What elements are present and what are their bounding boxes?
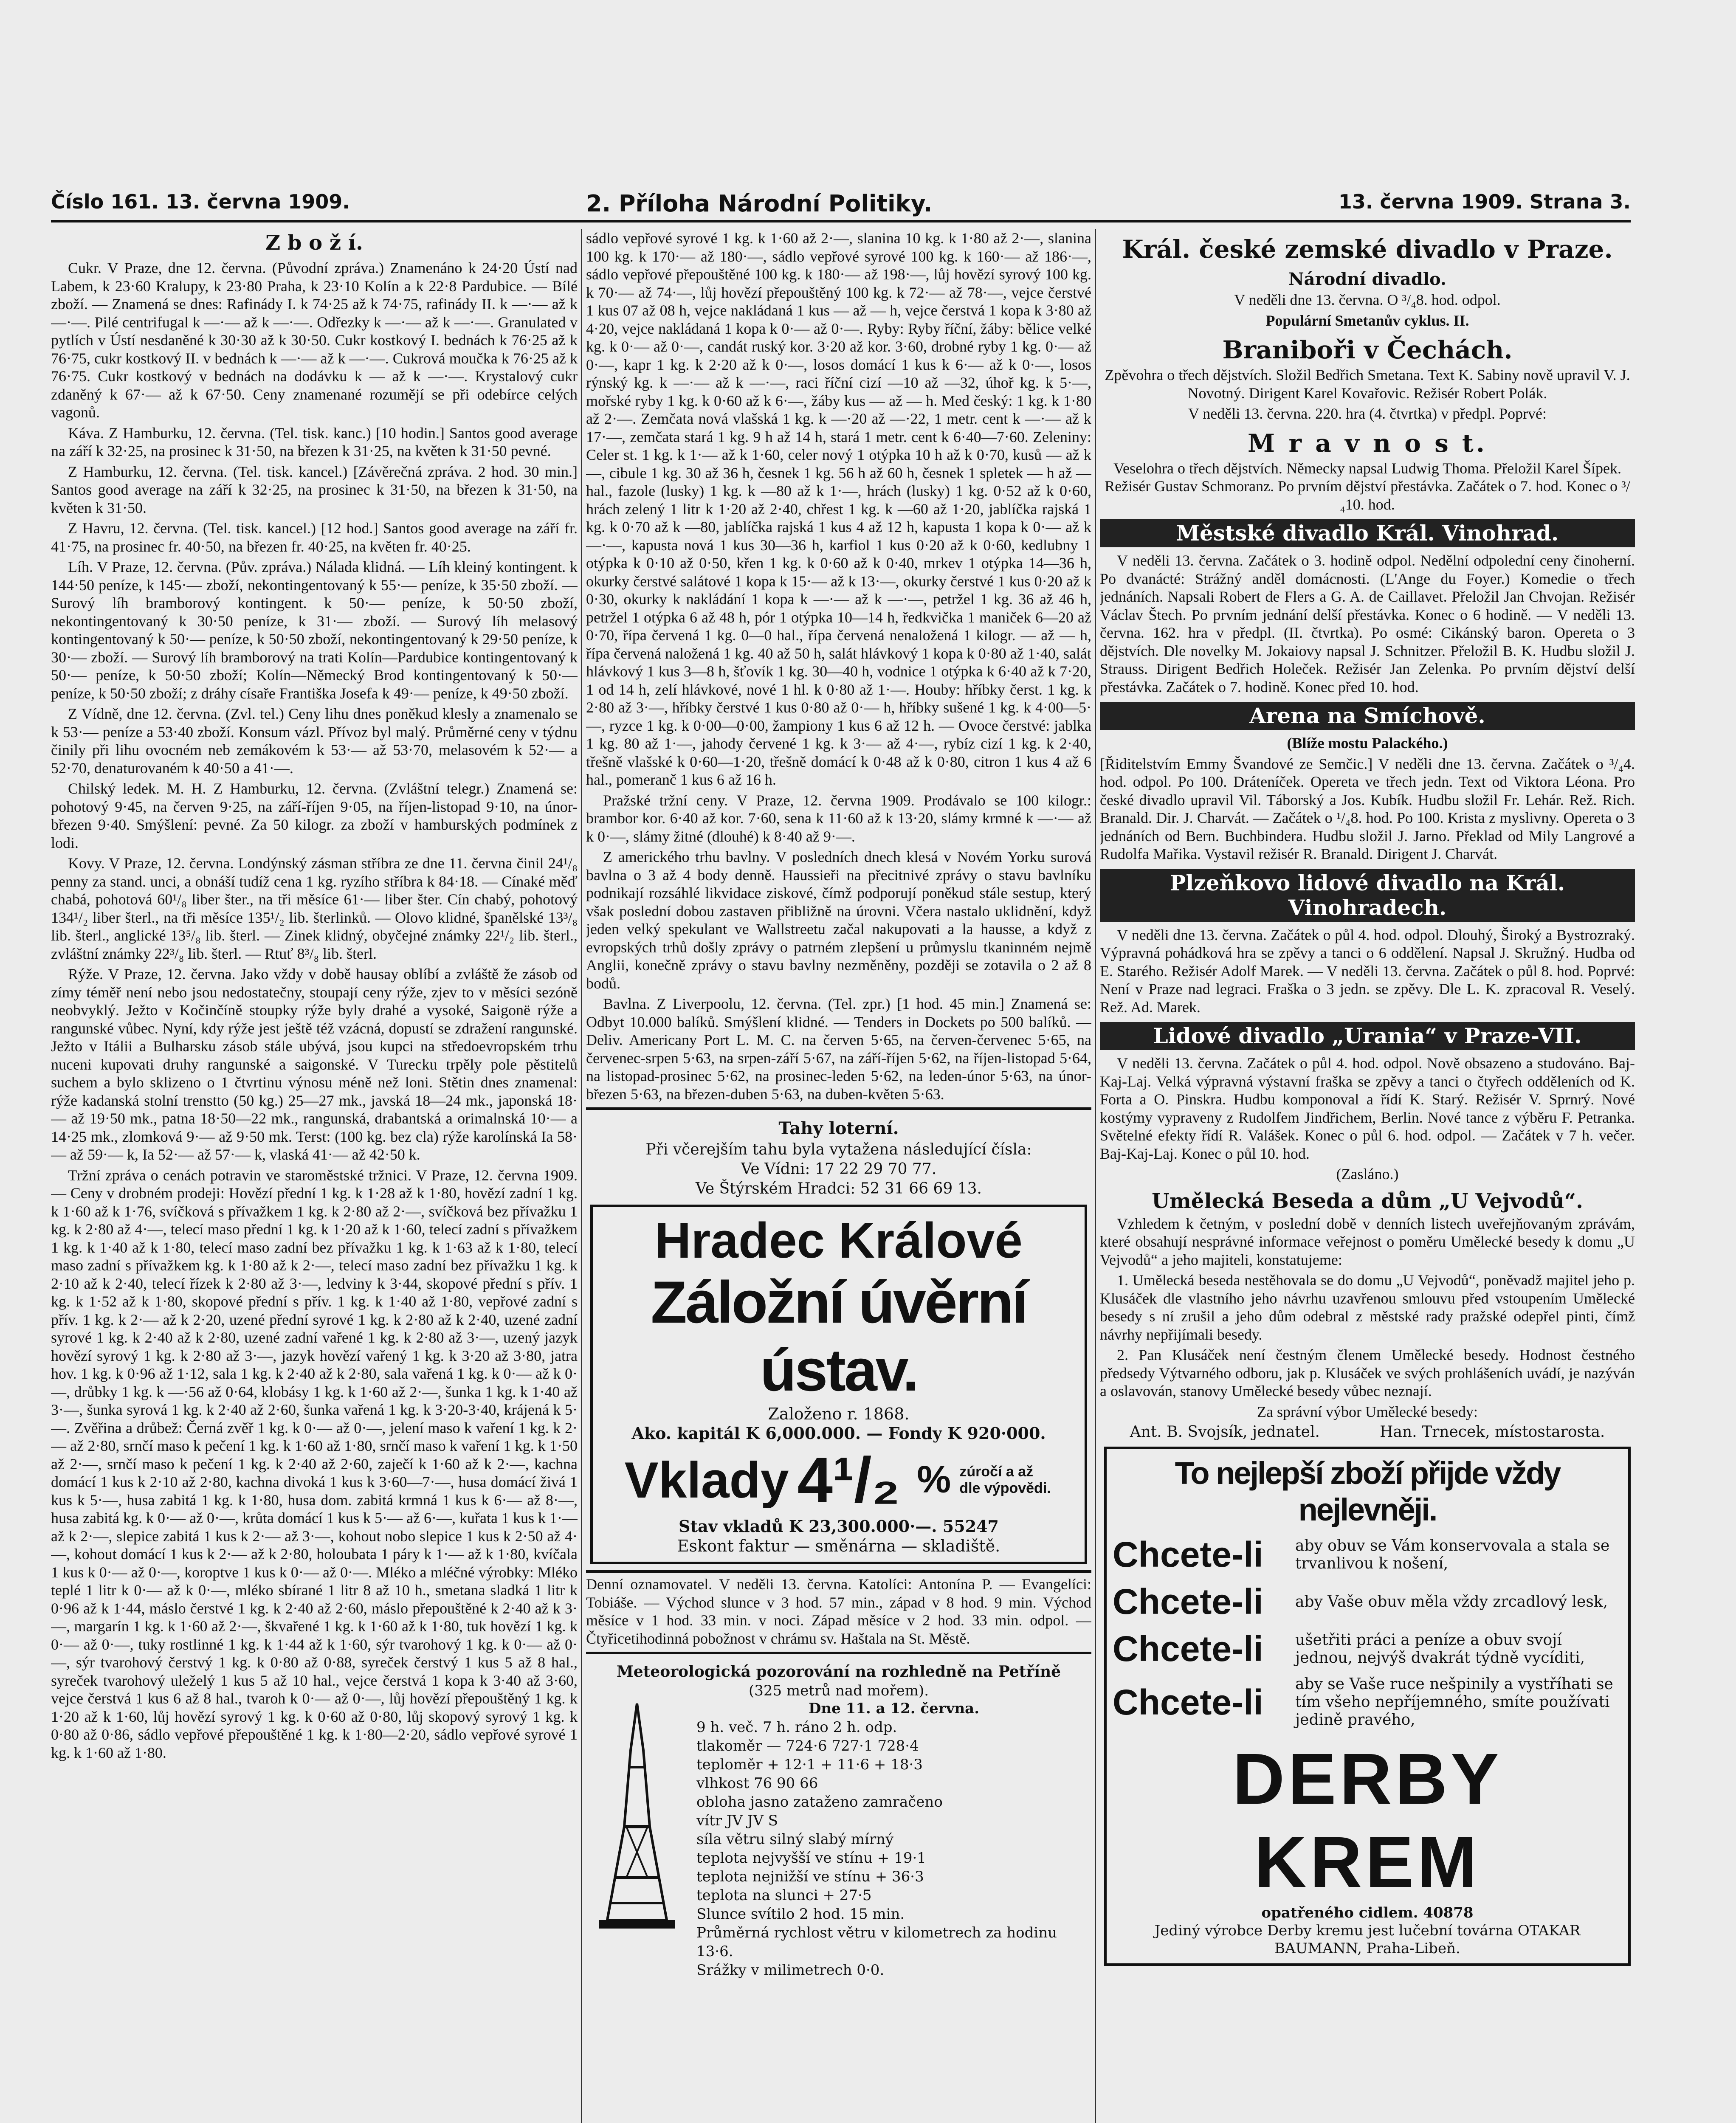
ad-deposits-label: Vklady	[624, 1451, 789, 1509]
theatre-program: V neděli 13. června. Začátek o půl 4. hod. odpol. Nově obsazeno a studováno. Baj-Kaj-Laj. Velká výpravná výstavní fraška se zpěvy a tanci o čtyřech odděleních od K. Forta a O. Pinskra. Hudbu komponoval a řídí K. Starý. Režisér V. Sprnrý. Nové kostýmy vypraveny z Rudolfem Jindřichem, Berlin. Nové tance z výběru F. Petranka. Světelné efekty řídí R. Valášek. Konec o půl 6. hod. odpol. — Začátek v 7 h. večer. Baj-Kaj-Laj. Konec o půl 10. hod.	[1100, 1055, 1635, 1162]
play-title: Braniboři v Čechách.	[1222, 335, 1513, 364]
notice-title: Umělecká Beseda a dům „U Vejvodů“.	[1152, 1189, 1583, 1213]
column-theatres	[1100, 229, 1635, 2123]
article-paragraph: Pražské tržní ceny. V Praze, 12. června 1909. Prodávalo se 100 kilogr.: brambor kor. 6·40 až kor. 7·60, sena k 11·60 až k 13·20, slámy krmné k —·— až k 0·—, slámy žitné (dlouhé) k 8·40 až 9·—.	[586, 791, 1091, 845]
ad-prompt: Chcete-li	[1113, 1682, 1263, 1722]
theatre-program: V neděli dne 13. června. Začátek o půl 4. hod. odpol. Dlouhý, Široký a Bystrozraký. Výpravná pohádková hra se zpěvy a tanci o 6 oddělení. Napsal J. Skružný. Hudba od E. Starého. Režisér Adolf Marek. — V neděli 13. června. Začátek o půl 8. hod. Poprvé: Není v Praze nad legraci. Fraška o 3 jedn. se zpěvy. Dle L. K. zpracoval R. Veselý. Rež. Ad. Marek.	[1100, 926, 1635, 1016]
weather-line: vítr JV JV S	[696, 1812, 778, 1829]
notice-paragraph: Vzhledem k četným, v poslední době v denních listech uveřejňovaným zprávám, které obsahují nesprávné informace veřejnost o poměru Umělecké besedy k domu „U Vejvodů“ a jeho majiteli, konstatujeme:	[1100, 1215, 1635, 1268]
ad-deposits	[599, 1443, 1079, 1517]
column-markets	[586, 229, 1091, 2123]
ad-interest-rate: 4¹/₂	[797, 1444, 900, 1515]
article-paragraph: sádlo vepřové syrové 1 kg. k 1·60 až 2·—, slanina 10 kg. k 1·80 až 2·—, slanina 100 kg. k 170·— až 180·—, sádlo vepřové syrové 100 kg. k 160·— až 186·—, sádlo vepřové přepouštěné 100 kg. k 180·— až 198·—, lůj hovězí syrový 100 kg. k 70·— až 74·—, lůj hovězí přepouštěný 100 kg. k 72·— až 78·—, vejce čerstvé 1 kus 07 až 08 h, vejce nakládaná 1 kus — až — h, vejce čerstvá 1 kopa k 3·80 až 4·20, vejce nakládaná 1 kopa k 0·— až 0·—. Ryby: Ryby říční, žáby: bělice velké kg. k 0·— až 0·—, candát ruský kor. 3·20 až kor. 3·60, drobné ryby 1 kg. 0·— až 0·—, kapr 1 kg. k 2·20 až k 0·—, losos domácí 1 kus k 6·— až k 0·—, losos rýnský kg. k —·— až k —·—, raci říční cizí —10 až —32, úhoř kg. k 5·—, mořské ryby 1 kg. k 0·60 až k 6·—, žáby kus — až — h. Med český: 1 kg. k 1·80 až 2·—. Zemčata nová vlašská 1 kg. k —·20 až —·22, 1 metr. cent k —·— až k 17·—, zemčata stará 1 kg. 9 h až 14 h, stará 1 metr. cent k 6·40—7·60. Zeleniny: Celer st. 1 kg. k 1·— až k 1·60, celer nový 1 otýpka 10 h až k 0·70, kusů — až k —, cibule 1 kg. 30 až 36 h, česnek 1 kg. 56 h až 60 h, česnek 1 spletek — h až — hal., fazole (lusky) 1 kg. k —80 až k 1·—, hrách (lusky) 1 kg. 0·52 až k 0·60, hrách zelený 1 litr k 1·20 až 2·40, chřest 1 kg. k —60 až 1·20, jablíčka rajská 1 kg. k 0·70 až k —80, jablíčka rajská 1 kus 4 až 12 h, kapusta 1 kopa k 0·— až k —·—, kapusta nová 1 kus 30—36 h, karfiol 1 kus 0·20 až k 0·60, kedlubny 1 otýpka k 0·10 až 0·50, křen 1 kg. k 0·60 až k 0·40, mrkev 1 otýpka 14—36 h, okurky čerstvé salátové 1 kopa k 15·— až k 13·—, okurky čerstvé 1 kus 0·20 až k 0·30, okurky k nakládání 1 kopa k —·— až k —·—, petržel 1 kg. 36 až 46 h, petržel 1 otýpka 6 až 48 h, pór 1 otýpka 10—14 h, ředkvička 1 maniček 6—20 až 0·70, řípa červená 1 kg. 0—0 hal., řípa červená nenaložená 1 kilogr. — až — h, řípa červená naložená 1 kg. 40 až 50 h, salát hlávkový 1 kopa k 0·80 až 1·40, salát hlávkový 1 kus 3—8 h, šťovík 1 kg. 30—40 h, vodnice 1 otýpka k 6·40 až k 7·20, 1 od 14 h, zelí hlávkové, nové 1 hl. k 0·80 až 1·—. Houby: hříbky čerst. 1 kg. k 2·80 až 3·—, hříbky čerstvé 1 kus 0·80 až 0·— h, hříbky sušené 1 kg. k 4·00—5·—, ryzce 1 kg. k 0·00—0·00, žampiony 1 kus 6 až 12 h. — Ovoce čerstvé: jablka 1 kg. 80 až 1·—, jahody červené 1 kg. k 3·— až 4·—, rybíz cizí 1 kg. k 2·40, třešně vlašské k 0·60—1·20, třešně domácí k 0·48 až k 0·80, citron 1 kus 4 až 6 hal., pomeranč 1 kus 6 až 16 h.	[586, 230, 1091, 788]
article-paragraph: Chilský ledek. M. H. Z Hamburku, 12. června. (Zvláštní telegr.) Znamená se: pohotový 9·45, na červen 9·25, na září-říjen 9·05, na říjen-listopad 9·10, na únor-březen 9·40. Smýšlení: pevné. Za 50 kilogr. za zboží v hamburských podmínek z lodi.	[51, 780, 578, 851]
article-paragraph: Z amerického trhu bavlny. V posledních dnech klesá v Novém Yorku surová bavlna o 3 až 4 body denně. Haussieři na přecitnivé zprávy o stavu bavlníku podnikají rozsáhlé likvidace ziskové, čímž podporují poněkud stále sestup, který však poslední dobou zastaven přibližně na úrovni. Včera nastalo uklidnění, když jeden velký spekulant ve Wallstreetu začal nakupovati a la hausse, a když z evropských trhů došly zprávy o patrném zlepšení u průmyslu tkaninném nejmě Anglii, konečně zprávy o stavu bavlny nezměněny, později se zotavila o 2 až 8 bodů.	[586, 848, 1091, 992]
weather-title: Meteorologická pozorování na rozhledně na Petříně	[616, 1663, 1061, 1681]
weather-line: 9 h. več. 7 h. ráno 2 h. odp.	[696, 1719, 897, 1736]
article-paragraph: Líh. V Praze, 12. června. (Pův. zpráva.) Nálada klidná. — Líh kleiný kontingent. k 144·50 peníze, k 145·— zboží, nekontingentovaný k 55·— peníze, k 35·50 zboží. — Surový líh bramborový kontingent. k 50·— peníze, k 50·50 zboží, nekontingentovaný k 30·50 peníze, k 31·— zboží. — Surový líh melasový kontingentovaný k 50·— peníze, k 50·50 zboží, nekontingentovaný k 29·50 peníze, k 30·— zboží. — Surový líh bramborový na trati Kolín—Pardubice kontingentovaný k 50·— peníze, k 50·50 zboží; Kolín—Německý Brod kontingentovaný k 50·— peníze, k 50·50 zboží; z dráhy císaře Františka Josefa k 49·— peníze, k 49·50 zboží.	[51, 558, 578, 702]
weather-line: Průměrná rychlost větru v kilometrech za hodinu 13·6.	[696, 1924, 1057, 1960]
ad-bank-name: Záložní úvěrní ústav.	[651, 1269, 1027, 1403]
column-commodities	[51, 229, 578, 2123]
article-paragraph: Z Vídně, dne 12. června. (Zvl. tel.) Ceny lihu dnes poněkud klesly a znamenalo se k 53·— peníze a 53·40 zboží. Konsum vázl. Přívoz byl malý. Průměrné ceny v týdnu činily při lihu ovocném neb zemákovém k 53·— až 53·70, melasovém k 52·— a 52·70, denaturovaném k 40·50 a 41·—.	[51, 705, 578, 777]
play-date: V neděli 13. června. 220. hra (4. čtvrtka) v předpl. Poprvé:	[1188, 405, 1547, 422]
signature-vice-chair: Han. Trnecek, místostarosta.	[1380, 1423, 1605, 1441]
weather-line: síla větru silný slabý mírný	[696, 1831, 894, 1848]
column-rule	[1095, 229, 1096, 2123]
sent-note: (Zasláno.)	[1336, 1166, 1399, 1183]
play-info: Zpěvohra o třech dějstvích. Složil Bedřich Smetana. Text K. Sabiny nově upravil V. J. Novotný. Dirigent Karel Kovařovic. Režisér Robert Polák.	[1105, 366, 1630, 402]
weather-readings	[696, 1699, 1091, 1979]
notice-signatures	[1100, 1423, 1635, 1441]
ad-product-name: DERBY KREM	[1232, 1739, 1502, 1903]
ad-prompt: Chcete-li	[1113, 1582, 1263, 1622]
ad-interest-note: zúročí a až dle výpovědi.	[959, 1463, 1051, 1496]
theatre-title: Lidové divadlo „Urania“ v Praze-VII.	[1100, 1022, 1635, 1050]
lottery-title: Tahy loterní.	[778, 1118, 899, 1138]
ad-prompt: Chcete-li	[1113, 1629, 1263, 1669]
ad-manufacturer: Jediný výrobce Derby kremu jest lučební továrna OTAKAR BAUMANN, Praha-Libeň.	[1154, 1922, 1581, 1957]
ad-benefit: aby se Vaše ruce nešpinily a vystříhati se tím všeho nepříjemného, smíte používati jedině pravého,	[1295, 1675, 1613, 1729]
theatre-title: Král. české zemské divadlo v Praze.	[1122, 235, 1613, 264]
derby-cream-advertisement	[1104, 1447, 1631, 1966]
weather-line: teplota nejnižší ve stínu + 36·3	[696, 1868, 924, 1885]
article-paragraph: Rýže. V Praze, 12. června. Jako vždy v době hausay oblíbí a zvláště že zásob od zímy téměř není nebo jsou nedostatečny, stoupají ceny rýže, zjev to v měsíci sezóně neobvyklý. Ježto v Kočinčíně stoupky rýže byly drahé a vysoké, Saigonë rýže a rangunské vůbec. Nyní, kdy rýže jest ještě též vzácná, dopustí se zdražení rangunské. Ježto v Itálii a Bulharsku zásob stále ubývá, jsou kupci na středoevropském trhu nuceni kupovati druhy rangunské a saigonské. V Turecku trpěly pole pěstitelů suchem a bylo sklizeno o 1 čtvrtinu výnosu méně než loni. Stětin dnes znamenal: rýže kadanská stolní trenstto (50 kg.) 25—27 mk., javská 18—24 mk., japonská 18·— až 19·50 mk., patna 18·50—22 mk., rangunská, drabantská a orimalnská 10·— a 14·25 mk., zlomková 9·— až 9·50 mk. Terst: (100 kg. bez cla) rýže karolínská Ia 58·— až 59·— k, Ia 52·— až 57·— k, vlaská 41·— až 42·50 k.	[51, 966, 578, 1163]
theatre-title: Městské divadlo Král. Vinohrad.	[1100, 519, 1635, 547]
bank-advertisement	[590, 1205, 1087, 1564]
article-paragraph: Z Havru, 12. června. (Tel. tisk. kancel.) [12 hod.] Santos good average na září fr. 41·75, na prosinec fr. 40·50, na březen fr. 40·25, na květen fr. 40·25.	[51, 520, 578, 555]
weather-line: tlakoměr — 724·6 727·1 728·4	[696, 1737, 919, 1754]
weather-date: Dne 11. a 12. června.	[808, 1700, 980, 1717]
lottery-section	[586, 1107, 1091, 1199]
lottery-intro: Při včerejším tahu byla vytažena následující čísla:	[645, 1141, 1032, 1158]
weather-section	[586, 1652, 1091, 1979]
weather-line: teplota na slunci + 27·5	[696, 1887, 872, 1904]
column-rule	[581, 229, 582, 2123]
theatre-cycle: Populární Smetanův cyklus. II.	[1265, 312, 1469, 329]
play-info: Veselohra o třech dějstvích. Německy napsal Ludwig Thoma. Přeložil Karel Šípek. Režisér Gustav Schmoranz. Po prvním dějství přestávka. Začátek o 7. hod. Konec o ³/₄10. hod.	[1105, 459, 1630, 513]
theatre-subtitle: Národní divadlo.	[1288, 269, 1446, 289]
daily-notices	[586, 1570, 1091, 1647]
theatre-date: V neděli dne 13. června. O ³/₄8. hod. odpol.	[1234, 291, 1501, 308]
ad-deposit-state: Stav vkladů K 23,300.000·—. 55247	[679, 1517, 999, 1536]
daily-notice-text: Denní oznamovatel. V neděli 13. června. Katolíci: Antonína P. — Evangelíci: Tobiáše. — Východ slunce v 3 hod. 57 min., západ v 8 hod. 9 min. Východ měsíce v 1 hod. 33 min. v noci. Západ měsíce v 2 hod. 33 min. odpol. — Čtyřicetihodinná pobožnost v chrámu sv. Haštala na St. Městě.	[586, 1576, 1091, 1647]
theatre-program: V neděli 13. června. Začátek o 3. hodině odpol. Nedělní odpolední ceny činoherní. Po dvanácté: Strážný anděl domácnosti. (L'Ange du Foyer.) Komedie o třech jednáních. Napsali Robert de Flers a G. A. de Caillavet. Přeložil Jan Chvojan. Režisér Václav Štech. Po prvním jednání delší přestávka. Konec o 6 hodině. — V neděli 13. června. 162. hra v předpl. (II. čtvrtka). Po osmé: Cikánský baron. Opereta o 3 dějstvích. Dle novelky M. Jokaiovy napsal J. Schnitzer. Přeložil B. K. Hudbu složil J. Strauss. Dirigent Bedřich Holeček. Režisér Jan Zelenka. Po prvním dějství delší přestávka. Začátek o 7. hodině. Konec před 10. hod.	[1100, 552, 1635, 695]
weather-subtitle: (325 metrů nad mořem).	[748, 1682, 929, 1699]
weather-line: teploměr + 12·1 + 11·6 + 18·3	[696, 1756, 923, 1773]
ad-benefit: aby obuv se Vám konservovala a stala se trvanlivou k nošení,	[1295, 1537, 1610, 1572]
theatre-title: Plzeňkovo lidové divadlo na Král. Vinohradech.	[1100, 869, 1635, 922]
ad-founded: Založeno r. 1868.	[768, 1405, 910, 1423]
ad-capital: Ako. kapitál K 6,000.000. — Fondy K 920·000.	[631, 1424, 1046, 1443]
notice-paragraph: 1. Umělecká beseda nestěhovala se do domu „U Vejvodů“, poněvadž majitel jeho p. Klusáček dle vlastního jeho návrhu uzavřenou smlouvu před vstoupením Umělecké besedy s ní zrušil a jeho dům odebral z městské rady pražské odepřel pinti, čímž návrhy nepřijímali besedy.	[1100, 1272, 1635, 1343]
lottery-vienna: Ve Vídni: 17 22 29 70 77.	[741, 1160, 937, 1178]
play-title: M r a v n o s t.	[1248, 428, 1487, 458]
article-paragraph: Tržní zpráva o cenách potravin ve staroměstské tržnici. V Praze, 12. června 1909. — Ceny v drobném prodeji: Hovězí přední 1 kg. k 1·28 až k 1·80, hovězí zadní 1 kg. k 1·60 až k 1·76, svíčková s přívažkem 1 kg. k 2·80 až 2·—, svíčková bez přívažku 1 kg. k 2·80 až 4·—, telecí maso přední 1 kg. k 1·20 až k 1·60, telecí zadní s přívažkem 1 kg. k 1·40 až k 1·80, telecí maso zadní bez přívažku 1 kg. k 1·63 až k 1·80, telecí maso zadní s přívažkem kg. k 1·80 až k 2·—, telecí maso zadní bez přívažku 1 kg. k 2·10 až k 2·40, telecí řízek k 2·80 až 3·—, ledviny k 3·44, skopové přední s přív. 1 kg. k 1·52 až k 1·80, skopové přední s přív. 1 kg. k 1·40 až 1·80, vepřové zadní s přív. 1 kg. k 2·— až k 2·20, uzené přední syrové 1 kg. k 2·80 až k 2·40, uzené zadní syrové 1 kg. k 2·40 až k 2·80, uzené zadní vařené 1 kg. k 2·80 až 3·—, uzený jazyk hovězí syrový 1 kg. k 2·80 až 3·—, jazyk hovězí vařený 1 kg. k 3·20 až 3·80, jatra hov. 1 kg. k 0·96 až 1·12, sala 1 kg. k 2·40 až k 2·80, sala vařená 1 kg. k 0·— až k 0·—, drůbky 1 kg. k —·56 až 0·64, klobásy 1 kg. k 1·60 až 2·—, šunka 1 kg. k 1·40 až 3·—, šunka syrová 1 kg. k 2·40 až 2·60, šunka vařená 1 kg. k 3·20-3·40, krájená k 5·—. Zvěřina a drůbež: Černá zvěř 1 kg. k 0·— až 0·—, jelení maso k vaření 1 kg. k 2·— až 2·80, srnčí maso k pečení 1 kg. k 1·60 až 1·80, srnčí maso k vaření 1 kg. k 1·50 až 2·—, srnčí maso k pečení 1 kg. k 2·40 až 2·60, zaječí k 1·60 až k 2·—, kachna domácí 1 kus k 2·10 až 2·80, kachna divoká 1 kus k 3·60—7·—, husa domácí živá 1 kus k 5·—, husa zabitá 1 kg. k 1·80, husa dom. zabitá krmná 1 kus k 6·— až 8·—, husa zabitá kg. k 0·— až 0·—, krůta domácí 1 kus k 5·— až 6·—, kuřata 1 kus k 1·— až k 2·—, slepice zabitá 1 kus k 2·— až 3·—, kohout nobo slepice 1 kus k 2·50 až 4·—, kohout domácí 1 kus k 2·— až k 2·80, holoubata 1 páry k 1·— až k 1·80, kvíčala 1 kus k 0·— až 0·—, koroptve 1 kus k 0·— až 0·—. Mléko a mléčné výrobky: Mléko teplé 1 litr k 0·— až k 0·—, mléko sbírané 1 litr 8 až 10 h., smetana sladká 1 litr k 0·96 až k 1·44, máslo čerstvé 1 kg. k 2·40 až 2·60, máslo přepouštěné k 2·40 až k 3·—, margarín 1 kg. k 1·60 až 2·—, škvařené 1 kg. k 1·60 až k 1·80, tuk hovězí 1 kg. k 0·— až 0·—, tuky rostlinné 1 kg. k 1·44 až k 1·60, sýr tvarohový 1 kg. k 0·— až 0·—, sýr tvarohový čerstvý 1 kg. k 0·80 až 0·88, syreček čerstvý 1 kus 5 až 8 hal., syreček tvarohový uleželý 1 kus 5 až 10 hal., vejce čerstvá 1 kopa k 3·40 až 3·60, vejce čerstvá 1 kus 6 až 8 hal., tvaroh k 0·— až 0·—, lůj hovězí přepouštěný 1 kg. k 1·20 až k 1·60, lůj hovězí syrový 1 kg. k 0·60 až 0·80, lůj skopový syrový 1 kg. k 0·80 až 0·86, sádlo vepřové přepouštěné 1 kg. k 1·80—2·20, sádlo vepřové syrové 1 kg. k 1·60 až 1·80.	[51, 1166, 578, 1761]
issue-number: Číslo 161. 13. června 1909.	[51, 190, 350, 213]
ad-benefit: ušetřiti práci a peníze a obuv svojí jednou, nejvýš dvakrát týdně vycíditi,	[1295, 1631, 1585, 1667]
notice-signoff: Za správní výbor Umělecké besedy:	[1257, 1403, 1478, 1420]
article-paragraph: Kovy. V Praze, 12. června. Londýnský zásman stříbra ze dne 11. června činil 24¹/₈ penny za stand. unci, a obnáší tudíž cena 1 kg. ryzího stříbra k 84·18. — Cínaké měď chabá, pohotová 60¹/₈ liber šter., na tři měsíce 61·— liber šter. Cín chabý, pohotový 134¹/₂ liber šterl., na tři měsíce 135¹/₂ lib. šterlinků. — Olovo klidné, španělské 13³/₈ lib. šterl., anglické 13⁵/₈ lib. šterl. — Zinek klidný, obyčejné známky 22¹/₂ lib. šterl., zvláštní známky 22³/₈ lib. šterl. — Rtuť 8³/₈ lib. šterl.	[51, 855, 578, 962]
article-paragraph: Z Hamburku, 12. června. (Tel. tisk. kancel.) [Závěrečná zpráva. 2 hod. 30 min.] Santos good average na září k 32·25, na prosinec k 31·50, na březen k 31·50, na květen k 31·50.	[51, 463, 578, 516]
ad-benefit: aby Vaše obuv měla vždy zrcadlový lesk,	[1295, 1593, 1608, 1611]
signature-secretary: Ant. B. Svojsík, jednatel.	[1130, 1423, 1320, 1441]
weather-line: teplota nejvyšší ve stínu + 19·1	[696, 1850, 926, 1867]
ad-services: Eskont faktur — směnárna — skladiště.	[677, 1537, 1000, 1555]
article-paragraph: Bavlna. Z Liverpoolu, 12. června. (Tel. zpr.) [1 hod. 45 min.] Znamená se: Odbyt 10.000 balíků. Smýšlení klidné. — Tenders in Dockets po 500 balíků. — Deliv. Americany Port L. M. C. na červen 5·65, na červen-červenec 5·65, na červenec-srpen 5·63, na srpen-září 5·67, na září-říjen 5·62, na říjen-listopad 5·64, na listopad-prosinec 5·62, na prosinec-leden 5·62, na leden-únor 5·63, na únor-březen 5·63, na březen-duben 5·63, na duben-květen 5·63.	[586, 995, 1091, 1103]
ad-city: Hradec Králové	[655, 1213, 1023, 1269]
ad-prompt: Chcete-li	[1113, 1535, 1263, 1574]
section-title-goods: Z b o ž í.	[265, 231, 363, 255]
petrin-tower-illustration	[586, 1699, 696, 1979]
weather-line: obloha jasno zataženo zamračeno	[696, 1794, 943, 1810]
theatre-location: (Blíže mostu Palackého.)	[1287, 735, 1448, 752]
weather-line: Slunce svítilo 2 hod. 15 min.	[696, 1906, 905, 1923]
ad-product-note: opatřeného cidlem. 40878	[1261, 1904, 1474, 1921]
article-paragraph: Káva. Z Hamburku, 12. června. (Tel. tisk. kanc.) [10 hodin.] Santos good average na září k 32·25, na prosinec k 31·50, na březen k 31·25, na květen k 31·50 pevné.	[51, 424, 578, 459]
page-number: 13. června 1909. Strana 3.	[1338, 190, 1631, 213]
page-header	[51, 187, 1631, 222]
weather-line: Srážky v milimetrech 0·0.	[696, 1962, 885, 1979]
article-paragraph: Cukr. V Praze, dne 12. června. (Původní zpráva.) Znamenáno k 24·20 Ústí nad Labem, k 23·60 Kralupy, k 23·80 Praha, k 23·10 Kolín a k 22·8 Pardubice. — Bílé zboží. — Znamená se dnes: Rafinády I. k 74·25 až k 74·75, rafinády II. k —·— až k —·—. Pilé centrifugal k —·— až k —·—. Odřezky k —·— až k —·—. Granulated v pytlích v Ústí nesdaněné k 30·30 až k 30·50. Cukr kostkový I. bednách k 76·25 až k 76·75, cukr kostkový II. v bednách k —·— až k —·—. Cukrová moučka k 76·25 až k 76·75. Cukr kostkový v bednách na dodávku k — až k —·—. Krystalový cukr zdaněný k 67·— až k 67·50. Ceny znamenané rozumějí se při odebírce celých vagonů.	[51, 259, 578, 421]
ad-percent: %	[917, 1459, 951, 1501]
ad-headline: To nejlepší zboží přijde vždy nejlevněji.	[1175, 1456, 1560, 1527]
theatre-title: Arena na Smíchově.	[1100, 702, 1635, 730]
lottery-styria: Ve Štýrském Hradci: 52 31 66 69 13.	[696, 1180, 982, 1197]
supplement-title: 2. Příloha Národní Politiky.	[586, 190, 933, 217]
weather-line: vlhkost 76 90 66	[696, 1775, 818, 1792]
theatre-program: [Řiditelstvím Emmy Švandové ze Semčic.] V neděli dne 13. června. Začátek o ³/₄4. hod. odpol. Po 100. Dráteníček. Opereta ve třech jedn. Text od Viktora Léona. Pro české divadlo upravil Vil. Táborský a Jos. Kubík. Hudbu složil Fr. Lehár. Rež. Rich. Branald. Dir. J. Charvát. — Začátek o ¹/₄8. hod. Po 100. Krista z myslivny. Opereta o 3 jednáních od Bern. Buchbindera. Hudbu složil J. Jarno. Překlad od Mily Langrové a Rudolfa Mařika. Vystavil režisér R. Branald. Dirigent J. Charvát.	[1100, 755, 1635, 862]
notice-paragraph: 2. Pan Klusáček není čestným členem Umělecké besedy. Hodnost čestného předsedy Výtvarného odboru, jak p. Klusáček ve svých prohlášeních uvádí, je nazýván a oslavován, stanovy Umělecké besedy vůbec neznají.	[1100, 1346, 1635, 1399]
